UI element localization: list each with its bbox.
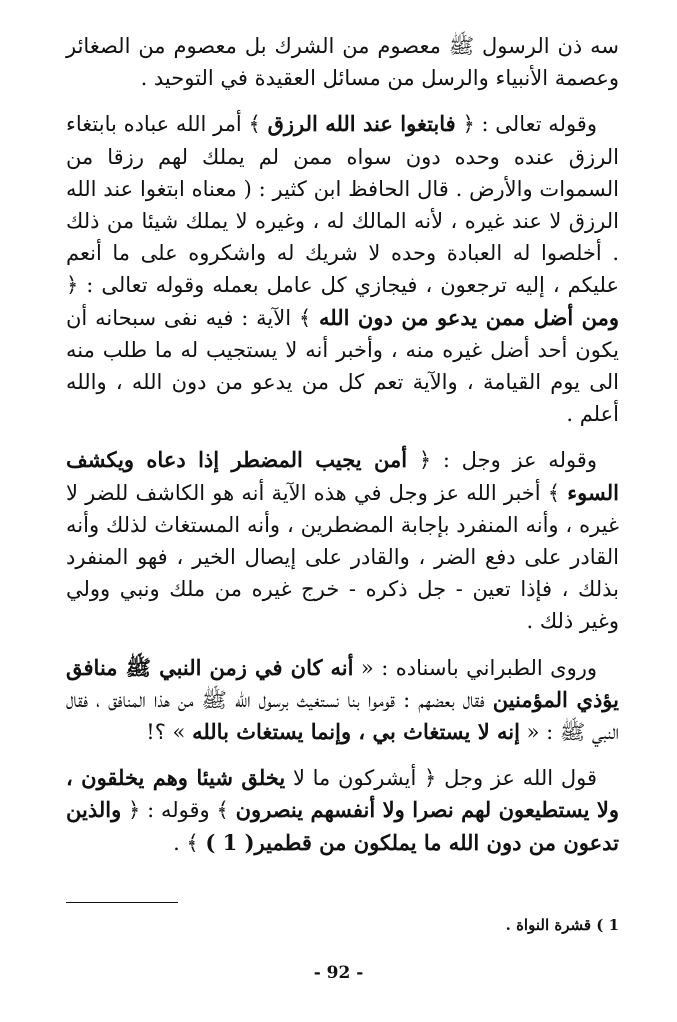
- paragraph: [66, 652, 619, 749]
- body-text: [66, 30, 619, 859]
- paragraph-text: وروى الطبراني باسناده : «: [353, 655, 597, 680]
- emphasized-text: إنه لا يستغاث بي ، وإنما يستغاث بالله: [192, 719, 520, 745]
- emphasized-text: أمن يجيب المضطر إذا دعاه ويكشف السوء: [66, 447, 619, 505]
- paragraph: [66, 108, 619, 430]
- emphasized-text: أنه كان في زمن النبي ﷺ منافق يؤذي المؤمنين: [66, 654, 619, 712]
- paragraph-text: قول الله عز وجل ﴿ أيشركون ما لا: [285, 766, 597, 791]
- paragraph: [66, 30, 619, 94]
- paragraph-text: سه ذن الرسول ﷺ معصوم من الشرك بل معصوم من الصغائر وعصمة الأنبياء والرسل من مسائل العقيدة في التوحيد .: [66, 34, 619, 91]
- paragraph-text: » ؟!: [146, 720, 193, 745]
- paragraph-text: وقوله تعالى : ﴿: [455, 112, 597, 137]
- paragraph-text: وقوله عز وجل : ﴿: [407, 448, 597, 473]
- footnote: 1 ) قشرة النواة .: [505, 916, 619, 934]
- footnote-divider: [66, 902, 178, 903]
- paragraph-text: ﴾ أمر الله عباده بابتغاء الرزق عنده وحده دون سواه ممن لم يملك لهم رزقا من السموات والأرض . قال الحافظ ابن كثير : ( معناه ابتغوا عند الله الرزق لا عند غيره ، لأنه المالك له ، وغيره لا يملك شيئا من ذلك . أخلصوا له العبادة وحده لا شريك له واشكروه على ما أنعم عليكم ، إليه ترجعون ، فيجازي كل عامل بعمله وقوله تعالى : ﴿: [66, 112, 619, 298]
- page-number: - 92 -: [313, 963, 364, 983]
- paragraph: [66, 444, 619, 637]
- emphasized-text: والذين تدعون من دون الله ما يملكون من قطمير( 1 ): [66, 797, 619, 855]
- paragraph-text: ﴾ أخبر الله عز وجل في هذه الآية أنه هو الكاشف للضر لا غيره ، وأنه المنفرد بإجابة المضطرين ، وأنه المستغاث لذلك وأنه القادر على دفع الضر ، والقادر على إيصال الخير ، فهو المنفرد بذلك ، فإذا تعين - جل ذكره - خرج غيره من ملك ونبي وولي وغير ذلك .: [66, 480, 619, 634]
- paragraph-text: ﴾ الآية : فيه نفى سبحانه أن يكون أحد أضل غيره منه ، وأخبر أنه لا يستجيب له ما طلب منه الى يوم القيامة ، والآية تعم كل من يدعو من دون الله ، والله أعلم .: [66, 305, 619, 427]
- paragraph-text: ﴾ .: [173, 830, 206, 855]
- paragraph: [66, 762, 619, 859]
- paragraph-text: ﴾ وقوله : ﴿: [121, 798, 236, 823]
- emphasized-text: يخلق شيئا وهم يخلقون ، ولا يستطيعون لهم نصرا ولا أنفسهم ينصرون: [66, 765, 620, 823]
- emphasized-text: ومن أضل ممن يدعو من دون الله: [319, 304, 620, 330]
- paragraph-text: فقال بعضهم : قوموا بنا نستغيث برسول الله ﷺ من هذا المنافق ، فقال النبي ﷺ : «: [66, 687, 619, 745]
- emphasized-text: فابتغوا عند الله الرزق: [267, 111, 456, 137]
